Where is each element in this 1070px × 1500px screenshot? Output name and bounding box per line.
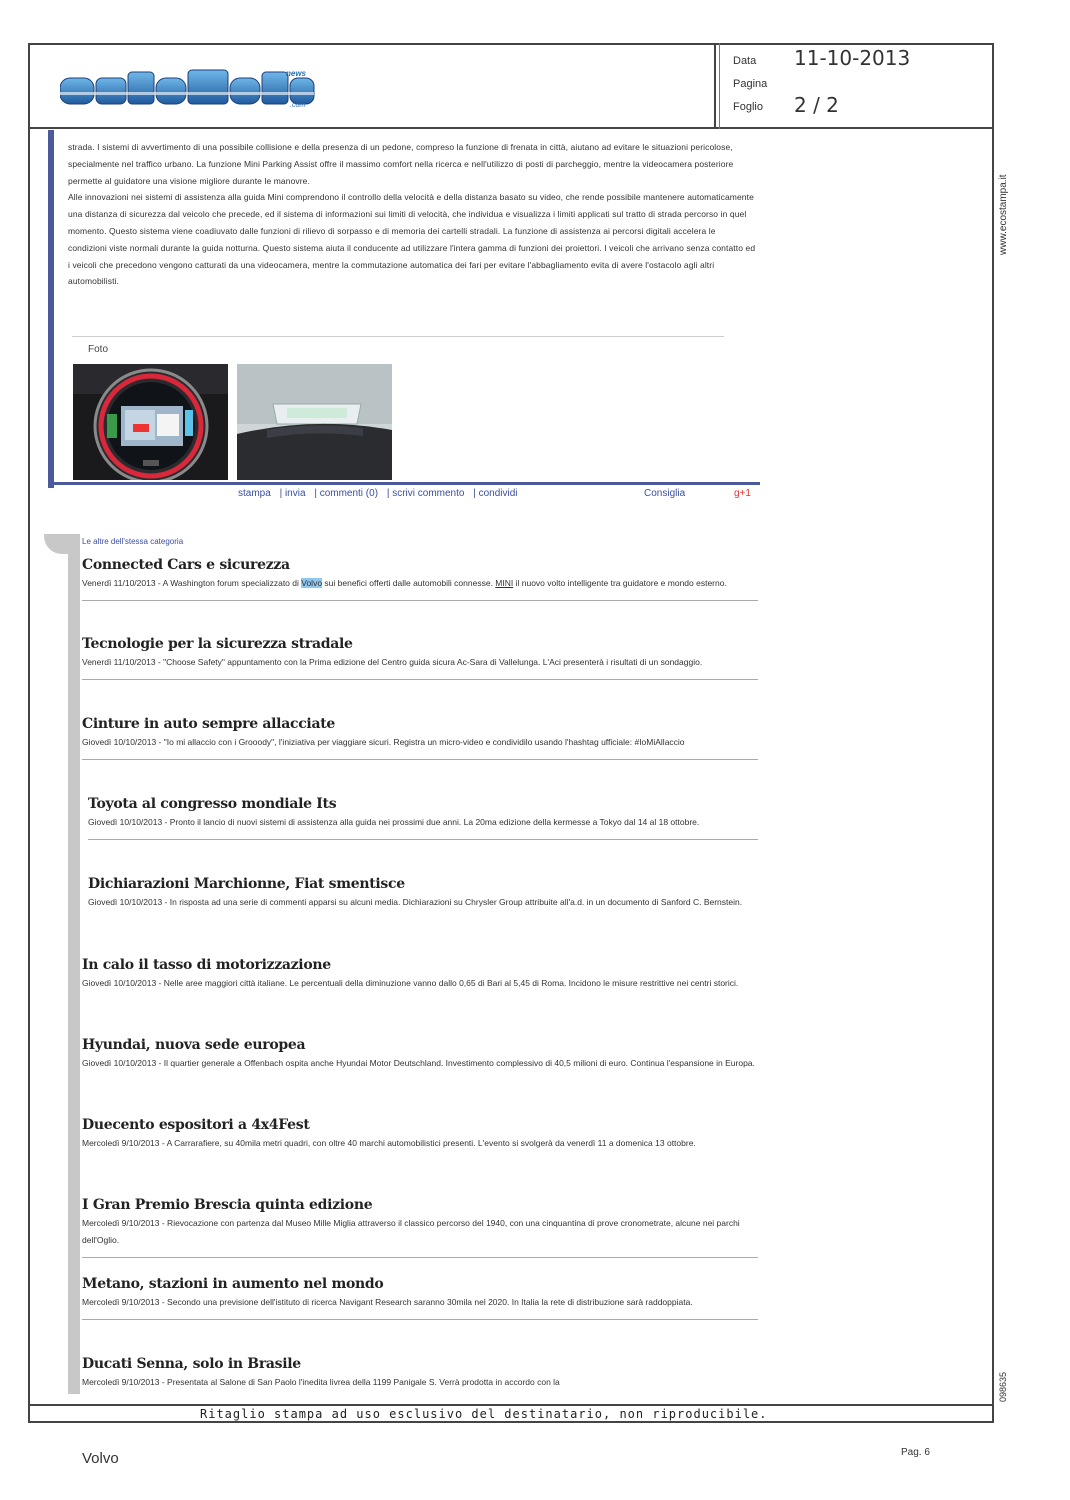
news-title[interactable]: Toyota al congresso mondiale Its — [88, 796, 337, 812]
reproduction-notice: Ritaglio stampa ad uso esclusivo del destinatario, non riproducibile. — [200, 1407, 768, 1421]
news-item — [82, 1037, 758, 1072]
page-label: Pagina — [733, 78, 768, 90]
news-text: Giovedì 10/10/2013 - Pronto il lancio di nuovi sistemi di assistenza alla guida nei prossimi due anni. La 20ma edizione della kermesse a Tokyo dal 14 al 18 ottobre. — [88, 817, 700, 827]
news-text: Giovedì 10/10/2013 - Il quartier generale a Offenbach ospita anche Hyundai Motor Deutschland. Investimento complessivo di 40,5 milioni di euro. Continua l'espansione in Europa. — [82, 1058, 755, 1068]
news-item — [82, 716, 758, 760]
date-label: Data — [733, 55, 757, 67]
write-comment-link[interactable]: | scrivi commento — [386, 488, 465, 499]
news-text: Mercoledì 9/10/2013 - Presentata al Salone di San Paolo l'inedita livrea della 1199 Panigale S. Verrà prodotta in accordo con la — [82, 1377, 560, 1387]
news-title[interactable]: Connected Cars e sicurezza — [82, 557, 290, 573]
side-code: 098635 — [998, 1371, 1008, 1402]
news-title[interactable]: Cinture in auto sempre allacciate — [82, 716, 335, 732]
brand-label: Volvo — [82, 1450, 119, 1467]
svg-text:news: news — [286, 69, 307, 78]
news-divider — [82, 759, 758, 760]
news-text: Mercoledì 9/10/2013 - Rievocazione con partenza dal Museo Mille Miglia attraverso il classico percorso del 1940, con una cinquantina di prove cronometrate, alcune nei parchi dell'Oglio. — [82, 1218, 740, 1245]
google-plus-button[interactable]: g+1 — [734, 488, 751, 499]
news-item — [82, 636, 758, 680]
news-item — [82, 557, 758, 601]
news-item — [82, 1197, 758, 1258]
news-text: Mercoledì 9/10/2013 - A Carrarafiere, su 40mila metri quadri, con oltre 40 marchi automobilistici presenti. L'evento si svolgerà da venerdì 11 a domenica 13 ottobre. — [82, 1138, 696, 1148]
article-paragraph-2: Alle innovazioni nei sistemi di assistenza alla guida Mini comprendono il controllo della velocità e della distanza basato su video, che rende possibile mantenere automaticamente una distanza di sicurezza dal veicolo che precede, ed il sistema di informazioni sui limiti di velocità, che individua e visualizza i limiti applicati sul tratto di strada percorso in quel momento. Questo sistema viene coadiuvato dalle funzioni di rilievo di sorpasso e di memoria dei cartelli stradali. La funzione di assistenza ai percorsi digitali accelera le condizioni viste normali durante la guida notturna. Questo sistema aiuta il conducente ad utilizzare l'intera gamma di funzioni dei proiettori. I veicoli che arrivano senza contatto ed i veicoli che precedono vengono catturati da una videocamera, mentre la commutazione automatica dei fari per evitare l'abbagliamento evita di avere l'ostacolo agli altri automobilisti. — [68, 192, 756, 287]
print-link[interactable]: stampa — [238, 488, 271, 499]
article-actions — [238, 488, 524, 499]
news-title[interactable]: Dichiarazioni Marchionne, Fiat smentisce — [88, 876, 405, 892]
news-title[interactable]: Ducati Senna, solo in Brasile — [82, 1356, 301, 1372]
news-text: Venerdì 11/10/2013 - "Choose Safety" appuntamento con la Prima edizione del Centro guida sicura Ac-Sara di Vallelunga. L'Aci presenterà i risultati di un sondaggio. — [82, 657, 703, 667]
header-vertical-divider — [714, 43, 716, 129]
comments-link[interactable]: | commenti (0) — [314, 488, 379, 499]
news-item — [82, 957, 758, 992]
news-divider — [82, 600, 758, 601]
mini-link[interactable]: MINI — [495, 578, 514, 588]
automoto-logo — [60, 66, 322, 113]
news-text: Venerdì 11/10/2013 - A Washington forum specializzato di Volvo sui benefici offerti dalle automobili connesse. MINI il nuovo volto intelligente tra guidatore e mondo esterno. — [82, 578, 727, 588]
news-title[interactable]: In calo il tasso di motorizzazione — [82, 957, 331, 973]
news-divider — [88, 839, 758, 840]
article-body — [68, 139, 756, 290]
article-separator — [72, 336, 724, 337]
photo-head-up-display[interactable] — [237, 364, 392, 480]
side-website: www.ecostampa.it — [998, 174, 1009, 255]
svg-text:.com: .com — [290, 102, 306, 108]
article-bottom-bar — [48, 482, 760, 485]
news-text: Giovedì 10/10/2013 - Nelle aree maggiori città italiane. Le percentuali della diminuzione vanno dallo 0,65 di Bari al 5,45 di Roma. Incidono le misure restrittive nei centri storici. — [82, 978, 739, 988]
news-item — [82, 1276, 758, 1320]
photo-mini-display[interactable] — [73, 364, 228, 480]
news-divider — [82, 679, 758, 680]
send-link[interactable]: | invia — [279, 488, 306, 499]
article-paragraph-1: strada. I sistemi di avvertimento di una possibile collisione e della presenza di un pedone, compreso la funzione di frenata in città, aiutano ad evitare le situazioni pericolose, specialmente nel traffico urbano. La funzione Mini Parking Assist offre il massimo comfort nella ricerca e nell'utilizzo di posti di parcheggio, mentre la videocamera posteriore permette al guidatore una visione migliore durante le manovre. — [68, 142, 734, 186]
news-divider — [82, 1257, 758, 1258]
header-inner-divider — [719, 43, 720, 129]
page-number: Pag. 6 — [901, 1447, 930, 1458]
news-item — [88, 876, 758, 911]
sheet-value: 2 / 2 — [794, 93, 839, 117]
news-divider — [82, 1319, 758, 1320]
date-value: 11-10-2013 — [794, 46, 911, 70]
share-link[interactable]: | condividi — [473, 488, 518, 499]
footer-divider — [28, 1404, 994, 1406]
news-item — [82, 1117, 758, 1152]
news-title[interactable]: Hyundai, nuova sede europea — [82, 1037, 306, 1053]
news-text: Giovedì 10/10/2013 - In risposta ad una serie di commenti apparsi su alcuni media. Dichiarazioni su Chrysler Group attribuite all'a.d. in un documento di Sanford C. Bernstein. — [88, 897, 743, 907]
news-item — [82, 1356, 758, 1391]
other-news-heading: Le altre dell'stessa categoria — [82, 537, 184, 546]
news-text: Mercoledì 9/10/2013 - Secondo una previsione dell'istituto di ricerca Navigant Research saranno 30mila nel 2020. In Italia la rete di distribuzione sarà raddoppiata. — [82, 1297, 693, 1307]
news-title[interactable]: Metano, stazioni in aumento nel mondo — [82, 1276, 384, 1292]
highlighted-volvo: Volvo — [301, 578, 323, 588]
news-text: Giovedì 10/10/2013 - "Io mi allaccio con i Grooody", l'iniziativa per viaggiare sicuri. Registra un micro-video e condividilo usando l'hashtag ufficiale: #IoMiAllaccio — [82, 737, 685, 747]
sheet-label: Foglio — [733, 101, 763, 113]
news-item — [88, 796, 758, 840]
news-title[interactable]: Tecnologie per la sicurezza stradale — [82, 636, 353, 652]
header-divider — [28, 127, 994, 129]
foto-label: Foto — [88, 344, 109, 355]
news-left-bar — [68, 534, 80, 1394]
article-left-bar — [48, 130, 54, 488]
news-title[interactable]: I Gran Premio Brescia quinta edizione — [82, 1197, 373, 1213]
recommend-button[interactable]: Consiglia — [644, 488, 686, 499]
news-title[interactable]: Duecento espositori a 4x4Fest — [82, 1117, 310, 1133]
